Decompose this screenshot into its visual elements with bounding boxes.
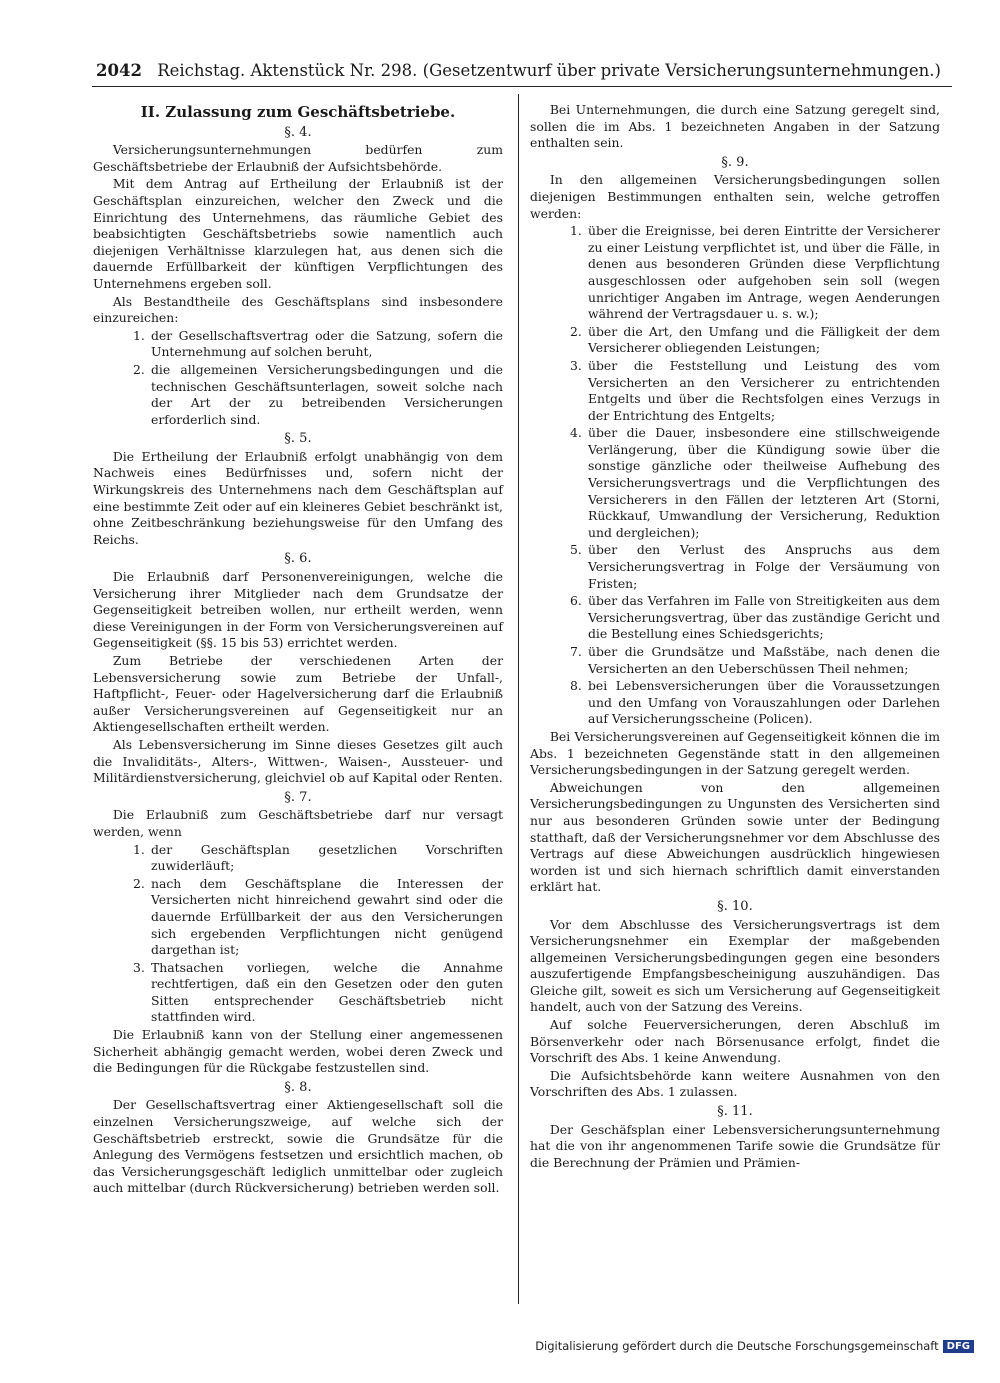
paragraph-text: Die Erlaubniß darf Personenvereinigungen, welche die Versicherung ihrer Mitglieder nach dem Grundsatze der Gegenseitigkeit betreiben wollen, nur ertheilt werden, wenn diese Vereinigungen in der Form von Versicherungsvereinen auf Gegenseitigkeit (§§. 15 bis 53) errichtet werden.: [93, 569, 503, 651]
section-heading: II. Zulassung zum Geschäftsbetriebe.: [140, 103, 456, 121]
list-item: [93, 876, 503, 959]
list-number: 3.: [133, 959, 145, 975]
list-number: 5.: [570, 542, 582, 558]
list-text: über die Feststellung und Leistung des vom Versicherten an den Versicherer zu entrichtenden Entgelts und über die Rechtsfolgen eines Verzugs in der Entrichtung des Entgelts;: [588, 357, 940, 423]
paragraph-text: Die Erlaubniß kann von der Stellung einer angemessenen Sicherheit abhängig gemacht werden, wobei deren Zweck und die Bedingungen für die Rückgabe festzustellen sind.: [93, 1027, 503, 1076]
paragraph-title-5: §. 5.: [284, 431, 312, 447]
list-text: über die Grundsätze und Maßstäbe, nach denen die Versicherten an den Ueberschüssen Theil nehmen;: [588, 644, 940, 676]
paragraph-text: Der Gesellschaftsvertrag einer Aktiengesellschaft soll die einzelnen Versicherungszweige, auf welche sich der Geschäftsbetrieb erstreckt, sowie die Grundsätze für die Anlegung des Vermögens festsetzen und ersichtlich machen, ob das Versicherungsgeschäft lediglich unmittelbar oder zugleich auch mittelbar (durch Rückversicherung) betrieben werden soll.: [93, 1097, 503, 1196]
list-item: [530, 542, 940, 592]
list-number: 4.: [570, 425, 582, 441]
right-column: [530, 102, 940, 1172]
paragraph-title-4: §. 4.: [284, 124, 312, 140]
list-text: nach dem Geschäftsplane die Interessen der Versicherten nicht hinreichend gewahrt sind oder die dauernde Erfüllbarkeit der aus den Versicherungen sich ergebenden Verpflichtungen nicht genügend dargethan ist;: [151, 875, 503, 958]
paragraph-title-10: §. 10.: [717, 898, 753, 914]
list-number: 1.: [133, 841, 145, 857]
list-item: [530, 358, 940, 424]
page-header: [96, 60, 946, 82]
paragraph-text: Zum Betriebe der verschiedenen Arten der Lebensversicherung sowie zum Betriebe der Unfall-, Haftpflicht-, Feuer- oder Hagelversicherung darf die Erlaubniß außer Versicherungsvereinen auf Gegenseitigkeit nur an Aktiengesellschaften ertheilt werden.: [93, 653, 503, 735]
dfg-logo: DFG: [943, 1340, 974, 1353]
footer-text: Digitalisierung gefördert durch die Deutsche Forschungsgemeinschaft: [535, 1339, 939, 1353]
list-item: [530, 425, 940, 541]
paragraph-title-7: §. 7.: [284, 789, 312, 805]
paragraph-text: Als Bestandtheile des Geschäftsplans sind insbesondere einzureichen:: [93, 293, 503, 326]
list-item: [93, 842, 503, 875]
column-divider: [518, 94, 519, 1304]
paragraph-title-9: §. 9.: [721, 154, 749, 170]
header-title: Reichstag. Aktenstück Nr. 298. (Gesetzentwurf über private Versicherungsunternehmungen.): [157, 61, 941, 80]
paragraph-title-8: §. 8.: [284, 1079, 312, 1095]
list-item: [530, 593, 940, 643]
paragraph-text: Abweichungen von den allgemeinen Versicherungsbedingungen zu Ungunsten des Versicherten sind nur aus besonderen Gründen sowie unter der Bedingung statthaft, daß der Versicherungsnehmer vor dem Abschlusse des Vertrags auf diese Abweichungen ausdrücklich hingewiesen worden ist und sich hiernach schriftlich damit einverstanden erklärt hat.: [530, 779, 940, 895]
paragraph-text: Mit dem Antrag auf Ertheilung der Erlaubniß ist der Geschäftsplan einzureichen, welcher den Zweck und die Einrichtung des Unternehmens, das räumliche Gebiet des beabsichtigten Geschäftsbetriebs sowie namentlich auch diejenigen Verhältnisse klarzulegen hat, aus denen sich die dauernde Erfüllbarkeit der künftigen Verpflichtungen des Unternehmens ergeben soll.: [93, 176, 503, 291]
list-text: über die Art, den Umfang und die Fälligkeit der dem Versicherer obliegenden Leistungen;: [588, 323, 940, 356]
paragraph-text: Der Geschäfsplan einer Lebensversicherungsunternehmung hat die von ihr angenommenen Tarife sowie die Grundsätze für die Berechnung der Prämien und Prämien-: [530, 1121, 940, 1170]
list-number: 1.: [133, 327, 145, 343]
list-item: [93, 328, 503, 361]
paragraph-text: Die Erlaubniß zum Geschäftsbetriebe darf nur versagt werden, wenn: [93, 807, 503, 839]
list-number: 1.: [570, 223, 582, 239]
header-rule: [92, 86, 952, 87]
list-text: der Geschäftsplan gesetzlichen Vorschriften zuwiderläuft;: [151, 841, 503, 874]
paragraph-text: Auf solche Feuerversicherungen, deren Abschluß im Börsenverkehr oder nach Börsenusance erfolgt, findet die Vorschrift des Abs. 1 keine Anwendung.: [530, 1017, 940, 1066]
list-text: über das Verfahren im Falle von Streitigkeiten aus dem Versicherungsvertrag, über das zuständige Gericht und die Bestellung eines Schiedsgerichts;: [588, 593, 940, 642]
list-text: Thatsachen vorliegen, welche die Annahme rechtfertigen, daß ein den Gesetzen oder den guten Sitten entsprechender Geschäftsbetrieb nicht stattfinden wird.: [151, 959, 503, 1025]
list-item: [93, 362, 503, 428]
page-number: 2042: [96, 61, 142, 80]
paragraph-text: Als Lebensversicherung im Sinne dieses Gesetzes gilt auch die Invaliditäts-, Alters-, Wittwen-, Waisen-, Aussteuer- und Militärdienstversicherung, gleichviel ob auf Kapital oder Renten.: [93, 736, 503, 786]
list-text: über die Ereignisse, bei deren Eintritte der Versicherer zu einer Leistung verpflichtet ist, und über die Fälle, in denen aus besonderen Gründen diese Verpflichtung ausgeschlossen oder aufgehoben sein soll (wegen unrichtiger Angaben im Antrage, wegen Aenderungen während der Vertragsdauer u. s. w.);: [588, 223, 940, 322]
list-item: [530, 644, 940, 677]
list-text: über die Dauer, insbesondere eine stillschweigende Verlängerung, über die Kündigung sowie über die sonstige gänzliche oder theilweise Aufhebung des Versicherungsvertrags und die Verpflichtungen des Versicherers in den Fällen der letzteren Art (Storni, Rückkauf, Umwandlung der Versicherung, Reduktion und dergleichen);: [588, 425, 940, 540]
list-number: 2.: [133, 361, 145, 377]
paragraph-text: In den allgemeinen Versicherungsbedingungen sollen diejenigen Bestimmungen enthalten sein, welche getroffen werden:: [530, 172, 940, 221]
list-number: 8.: [570, 678, 582, 694]
list-item: [530, 678, 940, 728]
digitization-credit: [535, 1339, 974, 1353]
list-item: [530, 223, 940, 323]
list-text: über den Verlust des Anspruchs aus dem Versicherungsvertrag in Folge der Versäumung von Fristen;: [588, 542, 940, 591]
paragraph-title-11: §. 11.: [717, 1104, 753, 1120]
list-text: der Gesellschaftsvertrag oder die Satzung, sofern die Unternehmung auf solchen beruht,: [151, 327, 503, 360]
paragraph-text: Die Aufsichtsbehörde kann weitere Ausnahmen von den Vorschriften des Abs. 1 zulassen.: [530, 1067, 940, 1100]
list-number: 2.: [133, 875, 145, 891]
paragraph-text: Versicherungsunternehmungen bedürfen zum Geschäftsbetriebe der Erlaubniß der Aufsichtsbehörde.: [93, 142, 503, 174]
list-item: [530, 324, 940, 357]
list-text: bei Lebensversicherungen über die Voraussetzungen und den Umfang von Vorauszahlungen oder Darlehen auf Versicherungsscheine (Policen).: [588, 678, 940, 727]
paragraph-text: Vor dem Abschlusse des Versicherungsvertrags ist dem Versicherungsnehmer ein Exemplar der maßgebenden allgemeinen Versicherungsbedingungen gegen eine besonders auszufertigende Empfangsbescheinigung auszuhändigen. Das Gleiche gilt, soweit es sich um Versicherung auf Gegenseitigkeit handelt, auch von der Satzung des Vereins.: [530, 916, 940, 1015]
paragraph-text: Die Ertheilung der Erlaubniß erfolgt unabhängig von dem Nachweis eines Bedürfnisses und, sofern nicht der Wirkungskreis des Unternehmens nach dem Geschäftsplan auf eine bestimmte Zeit oder auf ein kleineres Gebiet beschränkt ist, ohne Zeitbeschränkung beziehungsweise für den Umfang des Reichs.: [93, 448, 503, 547]
paragraph-title-6: §. 6.: [284, 551, 312, 567]
list-text: die allgemeinen Versicherungsbedingungen und die technischen Geschäftsunterlagen, soweit solche nach der Art der zu betreibenden Versicherungen erforderlich sind.: [151, 361, 503, 427]
list-number: 6.: [570, 593, 582, 609]
paragraph-text: Bei Versicherungsvereinen auf Gegenseitigkeit können die im Abs. 1 bezeichneten Gegenstände statt in den allgemeinen Versicherungsbedingungen in der Satzung geregelt werden.: [530, 728, 940, 778]
list-number: 2.: [570, 323, 582, 339]
list-number: 3.: [570, 357, 582, 373]
list-item: [93, 960, 503, 1026]
left-column: [93, 102, 503, 1198]
list-number: 7.: [570, 644, 582, 659]
paragraph-text: Bei Unternehmungen, die durch eine Satzung geregelt sind, sollen die im Abs. 1 bezeichneten Angaben in der Satzung enthalten sein.: [530, 102, 940, 151]
